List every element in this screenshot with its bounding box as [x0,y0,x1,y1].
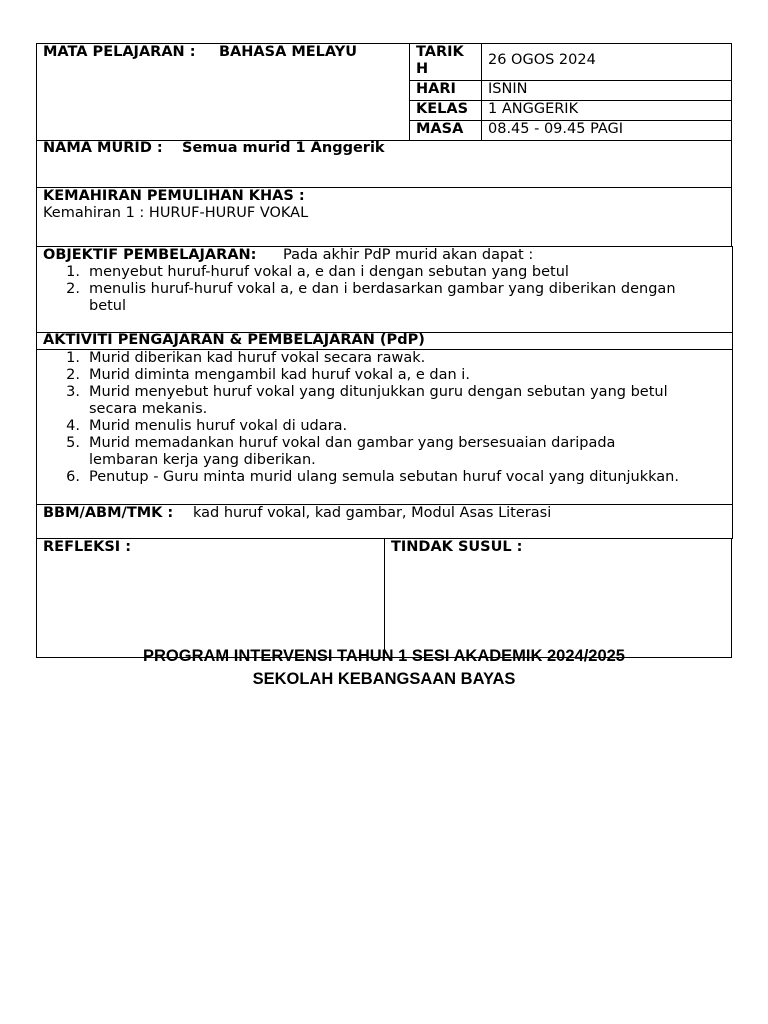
followup-section [384,538,732,658]
date-label-line1: TARIK [416,44,464,60]
date-label-line2: H [416,61,429,77]
footer-program: PROGRAM INTERVENSI TAHUN 1 SESI AKADEMIK 2024/2025 [143,647,625,665]
list-item: 2. Murid diminta mengambil kad huruf vokal a, e dan i. [66,367,470,383]
objective-label: OBJEKTIF PEMBELAJARAN: [43,247,257,263]
list-item: 5. Murid memadankan huruf vokal dan gambar yang bersesuaian daripada lembaran kerja yang diberikan. [66,435,616,468]
materials-value: kad huruf vokal, kad gambar, Modul Asas Literasi [193,505,552,521]
list-item: 3. Murid menyebut huruf vokal yang ditunjukkan guru dengan sebutan yang betul secara mekanis. [66,384,668,417]
class-label: KELAS [416,101,469,117]
skill-label: KEMAHIRAN PEMULIHAN KHAS : [43,188,305,204]
list-item: 4. Murid menulis huruf vokal di udara. [66,418,348,434]
footer-school: SEKOLAH KEBANGSAAN BAYAS [252,670,516,688]
student-value: Semua murid 1 Anggerik [182,140,385,156]
skill-value: Kemahiran 1 : HURUF-HURUF VOKAL [43,205,309,221]
student-label: NAMA MURID : [43,140,163,156]
header-divider [409,43,410,141]
time-label: MASA [416,121,464,137]
row-line [409,80,732,81]
list-item: 6. Penutup - Guru minta murid ulang semula sebutan huruf vocal yang ditunjukkan. [66,469,679,485]
reflection-section [36,538,385,658]
subject-label: MATA PELAJARAN : [43,44,196,60]
objective-intro: Pada akhir PdP murid akan dapat : [283,247,534,263]
date-value: 26 OGOS 2024 [488,52,596,68]
reflection-label: REFLEKSI : [43,539,132,555]
time-value: 08.45 - 09.45 PAGI [488,121,624,137]
day-value: ISNIN [488,81,528,97]
activity-label: AKTIVITI PENGAJARAN & PEMBELAJARAN (PdP) [43,332,425,348]
list-item: 1. Murid diberikan kad huruf vokal secara rawak. [66,350,426,366]
class-value: 1 ANGGERIK [488,101,579,117]
followup-label: TINDAK SUSUL : [391,539,523,555]
subject-value: BAHASA MELAYU [219,44,358,60]
list-item: 1. menyebut huruf-huruf vokal a, e dan i dengan sebutan yang betul [66,264,569,280]
materials-label: BBM/ABM/TMK : [43,505,174,521]
day-label: HARI [416,81,456,97]
header-inner-divider [481,43,482,141]
list-item: 2. menulis huruf-huruf vokal a, e dan i berdasarkan gambar yang diberikan dengan betul [66,281,676,314]
